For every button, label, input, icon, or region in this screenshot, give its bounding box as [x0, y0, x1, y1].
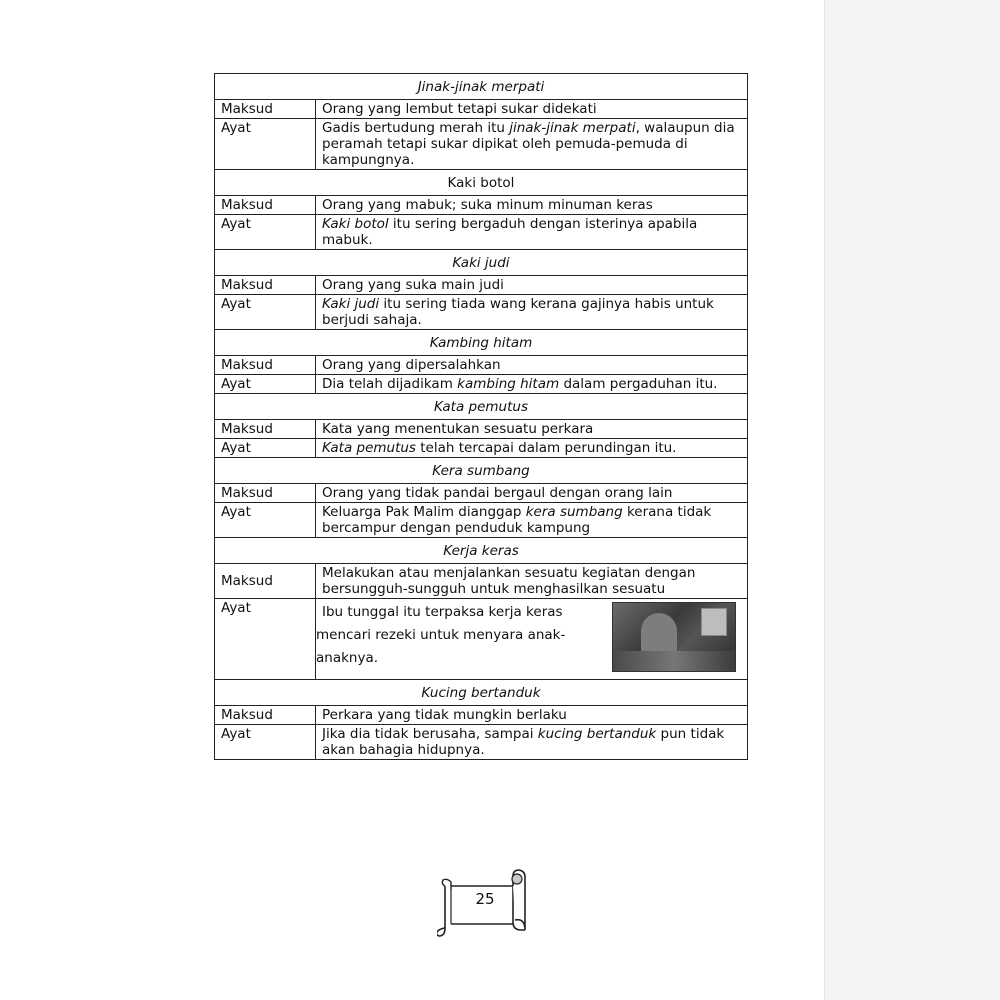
maksud-row — [215, 356, 748, 375]
ayat-line: mencari rezeki untuk menyara anak- — [316, 627, 566, 643]
maksud-label: Maksud — [215, 706, 316, 725]
maksud-label: Maksud — [215, 196, 316, 215]
photo-signboard — [701, 608, 727, 636]
ayat-label: Ayat — [215, 439, 316, 458]
adjacent-page-edge — [824, 0, 1000, 1000]
maksud-label: Maksud — [215, 484, 316, 503]
maksud-text: Perkara yang tidak mungkin berlaku — [316, 706, 748, 725]
maksud-text: Kata yang menentukan sesuatu perkara — [316, 420, 748, 439]
ayat-text — [316, 439, 748, 458]
maksud-label: Maksud — [215, 100, 316, 119]
entry-header-row — [215, 538, 748, 564]
ayat-text-post: pun tidak akan bahagia hidupnya. — [322, 726, 725, 758]
ayat-label: Ayat — [215, 215, 316, 250]
ayat-text-post: itu sering tiada wang kerana gajinya habis untuk berjudi sahaja. — [322, 296, 714, 328]
entry-title: Kaki judi — [215, 250, 748, 276]
ayat-row — [215, 599, 748, 680]
ayat-row — [215, 295, 748, 330]
ayat-cell — [316, 599, 748, 680]
maksud-label: Maksud — [215, 276, 316, 295]
ayat-line: Ibu tunggal itu terpaksa kerja keras — [322, 604, 563, 620]
maksud-text: Melakukan atau menjalankan sesuatu kegiatan dengan bersungguh-sungguh untuk menghasilkan sesuatu — [316, 564, 748, 599]
ayat-text — [316, 215, 748, 250]
idiom-table — [214, 73, 748, 760]
entry-title: Kucing bertanduk — [215, 680, 748, 706]
maksud-text: Orang yang suka main judi — [316, 276, 748, 295]
entry-title: Kerja keras — [215, 538, 748, 564]
entry-title: Kata pemutus — [215, 394, 748, 420]
ayat-label: Ayat — [215, 599, 316, 680]
ayat-line: anaknya. — [316, 650, 379, 666]
ayat-idiom: jinak-jinak merpati — [509, 120, 636, 136]
maksud-row — [215, 196, 748, 215]
ayat-row — [215, 439, 748, 458]
ayat-text — [316, 503, 748, 538]
ayat-row — [215, 215, 748, 250]
entry-header-row — [215, 250, 748, 276]
ayat-text-pre: Keluarga Pak Malim dianggap — [322, 504, 526, 520]
page-number: 25 — [475, 890, 495, 908]
maksud-row — [215, 100, 748, 119]
entry-header-row — [215, 74, 748, 100]
maksud-label: Maksud — [215, 420, 316, 439]
ayat-label: Ayat — [215, 295, 316, 330]
maksud-row — [215, 484, 748, 503]
entry-title: Jinak-jinak merpati — [215, 74, 748, 100]
ayat-text — [316, 725, 748, 760]
ayat-text — [316, 119, 748, 170]
ayat-text-pre: Dia telah dijadikam — [322, 376, 458, 392]
ayat-text — [316, 375, 748, 394]
illustration-photo — [612, 602, 736, 672]
maksud-row — [215, 420, 748, 439]
maksud-row — [215, 276, 748, 295]
ayat-row — [215, 503, 748, 538]
ayat-idiom: Kaki botol — [322, 216, 389, 232]
ayat-row — [215, 725, 748, 760]
ayat-text-post: kerana tidak bercampur dengan penduduk kampung — [322, 504, 712, 536]
entry-title: Kera sumbang — [215, 458, 748, 484]
ayat-text-pre: Jika dia tidak berusaha, sampai — [322, 726, 538, 742]
maksud-text: Orang yang mabuk; suka minum minuman keras — [316, 196, 748, 215]
maksud-row — [215, 706, 748, 725]
entry-header-row — [215, 170, 748, 196]
ayat-text-post: telah tercapai dalam perundingan itu. — [415, 440, 677, 456]
ayat-text-post: , walaupun dia peramah tetapi sukar dipikat oleh pemuda-pemuda di kampungnya. — [322, 120, 735, 168]
ayat-label: Ayat — [215, 119, 316, 170]
maksud-label: Maksud — [215, 564, 316, 599]
entry-header-row — [215, 458, 748, 484]
ayat-text-pre: Gadis bertudung merah itu — [322, 120, 510, 136]
ayat-row — [215, 119, 748, 170]
photo-stall-table — [613, 651, 735, 671]
entry-header-row — [215, 680, 748, 706]
ayat-label: Ayat — [215, 725, 316, 760]
entry-header-row — [215, 330, 748, 356]
maksud-text: Orang yang tidak pandai bergaul dengan orang lain — [316, 484, 748, 503]
maksud-text: Orang yang lembut tetapi sukar didekati — [316, 100, 748, 119]
ayat-label: Ayat — [215, 503, 316, 538]
entry-header-row — [215, 394, 748, 420]
ayat-text-post: itu sering bergaduh dengan isterinya apabila mabuk. — [322, 216, 698, 248]
maksud-label: Maksud — [215, 356, 316, 375]
ayat-label: Ayat — [215, 375, 316, 394]
entry-title: Kambing hitam — [215, 330, 748, 356]
maksud-text: Orang yang dipersalahkan — [316, 356, 748, 375]
ayat-row — [215, 375, 748, 394]
ayat-text — [316, 600, 566, 670]
photo-person — [641, 613, 677, 655]
ayat-idiom: kucing bertanduk — [537, 726, 657, 742]
ayat-text-post: dalam pergaduhan itu. — [559, 376, 718, 392]
ayat-idiom: kera sumbang — [525, 504, 623, 520]
ayat-idiom: kambing hitam — [457, 376, 560, 392]
entry-title: Kaki botol — [215, 170, 748, 196]
ayat-idiom: Kaki judi — [322, 296, 380, 312]
ayat-with-photo — [316, 600, 742, 676]
ayat-idiom: Kata pemutus — [322, 440, 416, 456]
maksud-row — [215, 564, 748, 599]
ayat-text — [316, 295, 748, 330]
